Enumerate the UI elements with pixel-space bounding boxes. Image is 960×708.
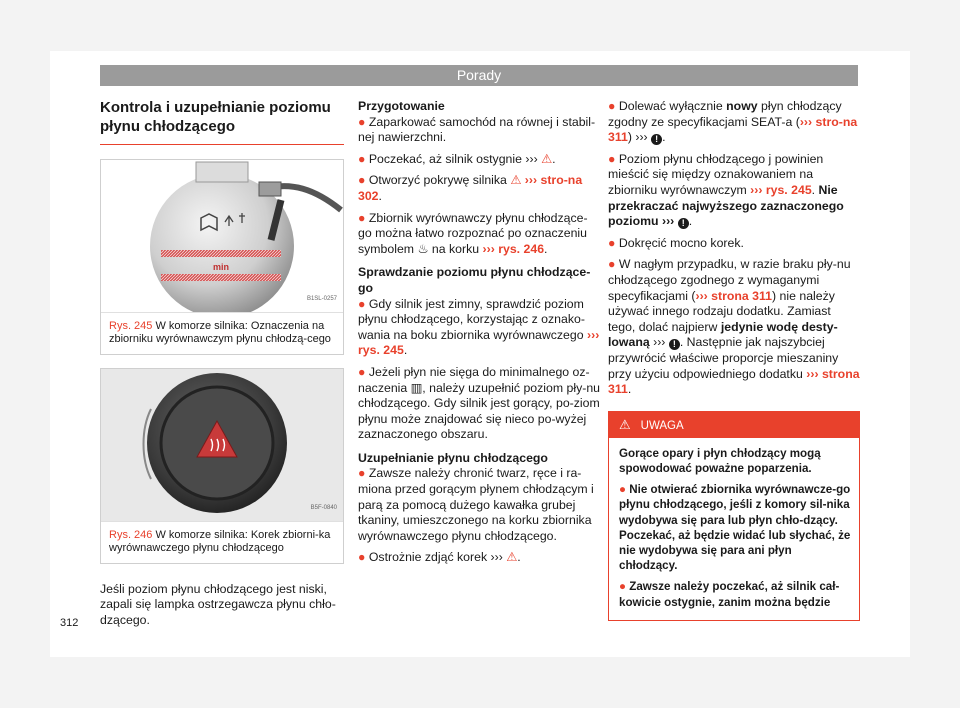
min-label: min bbox=[212, 262, 230, 272]
warning-header: ⚠ UWAGA bbox=[609, 412, 859, 438]
warning-icon: ⚠ bbox=[541, 151, 553, 166]
figure-code: B5F-0840 bbox=[310, 505, 337, 512]
warning-icon: ⚠ bbox=[510, 173, 522, 188]
column-2: Przygotowanie ● Zaparkować samochód na równej i stabil-nej nawierzchni. ● Poczekać, aż silnik ostygnie ››› ⚠. ● Otworzyć pokrywę silnika ⚠ ››› stro-na 302. ● Zbiornik wyrównawczy płynu chłodzące-go można łatwo rozpoznać po oznaczeniu symbolem ♨ na korku ››› rys. 246. Sprawdzanie poziomu płynu chłodzące-go ● Gdy silnik jest zimny, sprawdzić poziom płynu chłodzącego, korzystając z oznako-wania na boku zbiornika wyrównawczego ››› rys. 245. ● Jeżeli płyn nie sięga do minimalnego oz-naczenia ▥, należy uzupełnić poziom pły-nu chłodzącego. Gdy silnik jest gorący, po-ziom płynu może znajdować się nieco po-wyżej zaznaczonego obszaru. Uzupełnianie płynu chłodzącego ● Zawsze należy chronić twarz, ręce i ra-miona przed gorącym płynem chłodzącym i parą za pomocą dużego kawałka grubej tkaniny, umieszczonego na korku zbiornika wyrównawczego płynu chłodzącego. ● Ostrożnie zdjąć korek ››› ⚠. bbox=[358, 99, 600, 565]
figure-ref: Rys. 246 bbox=[109, 528, 153, 541]
link-fig-246[interactable]: ››› rys. 246 bbox=[482, 241, 545, 256]
figure-245 bbox=[100, 159, 344, 355]
figure-246-caption: Rys. 246 W komorze silnika: Korek zbiorni-ka wyrównawczego płynu chłodzącego bbox=[101, 521, 343, 563]
page-title: Kontrola i uzupełnianie poziomu płynu chłodzącego bbox=[100, 99, 331, 135]
title-divider bbox=[100, 144, 344, 145]
section-header: Porady bbox=[100, 65, 858, 86]
heading-preparation: Przygotowanie bbox=[358, 99, 445, 113]
column-3: ● Dolewać wyłącznie nowy płyn chłodzący zgodny ze specyfikacjami SEAT-a (››› stro-na 311) ››› ! . ● Poziom płynu chłodzącego j powinien mieścić się między oznakowaniem na zbiorniku wyrównawczym ››› rys. 245. Nie przekraczać najwyższego zaznaczonego poziomu ››› ! . ● Dokręcić mocno korek. ● W nagłym przypadku, w razie braku pły-nu chłodzącego zgodnego z wymaganymi specyfikacjami (››› strona 311) nie należy używać innego rodzaju dodatku. Zamiast tego, dolać najpierw jedynie wodę desty-lowaną ››› ! . Następnie jak najszybciej przywrócić właściwe proporcje mieszaniny przy użyciu odpowiedniego dodatku ››› strona 311. ⚠ UWAGA Gorące opary i płyn chłodzący mogą spowodować poważne poparzenia. ● Nie otwierać zbiornika wyrównawcze-go płynu chłodzącego, jeśli z komory sil-nika wydobywa się para lub płyn chło-dzący. Poczekać, aż będzie widać lub słychać, że nie wydobywa się para ani płyn chłodzący. ● Zawsze należy poczekać, aż silnik cał-kowicie ostygnie, zanim można będzie bbox=[608, 99, 860, 621]
warning-icon: ⚠ bbox=[506, 550, 518, 565]
figure-246-image bbox=[101, 369, 343, 521]
min-mark-icon: ▥ bbox=[410, 380, 423, 395]
link-page-311[interactable]: ››› strona 311 bbox=[695, 288, 773, 303]
coolant-symbol-icon: ♨ bbox=[417, 241, 429, 256]
figure-246 bbox=[100, 368, 344, 564]
link-page-302[interactable]: ››› stro-na 302 bbox=[358, 173, 583, 203]
link-page-311[interactable]: ››› stro-na 311 bbox=[608, 114, 858, 145]
page-number: 312 bbox=[60, 617, 79, 629]
figure-245-caption: Rys. 245 W komorze silnika: Oznaczenia na zbiorniku wyrównawczym płynu chłodzą-cego bbox=[101, 312, 343, 354]
warning-body: Gorące opary i płyn chłodzący mogą spowodować poważne poparzenia. ● Nie otwierać zbiornika wyrównawcze-go płynu chłodzącego, jeśli z komory sil-nika wydobywa się para lub płyn chło-dzący. Poczekać, aż będzie widać lub słychać, że nie wydobywa się para ani płyn chłodzący. ● Zawsze należy poczekać, aż silnik cał-kowicie ostygnie, zanim można będzie bbox=[619, 446, 851, 609]
link-fig-245[interactable]: ››› rys. 245 bbox=[358, 327, 600, 358]
notice-icon: ! bbox=[678, 218, 689, 229]
figure-code: B1SL-0257 bbox=[306, 296, 337, 303]
notice-icon: ! bbox=[669, 339, 680, 350]
figure-ref: Rys. 245 bbox=[109, 320, 153, 332]
column-1 bbox=[100, 98, 344, 634]
warning-icon: ⚠ bbox=[619, 416, 631, 432]
link-page-311[interactable]: ››› strona 311 bbox=[608, 366, 860, 397]
intro-paragraph: Jeśli poziom płynu chłodzącego jest niski, zapali się lampka ostrzegawcza płynu chło-dzącego. bbox=[100, 581, 336, 627]
warning-box bbox=[608, 411, 860, 621]
heading-check: Sprawdzanie poziomu płynu chłodzące-go bbox=[358, 265, 591, 295]
figure-245-image bbox=[101, 160, 343, 312]
link-fig-245[interactable]: ››› rys. 245 bbox=[750, 182, 812, 197]
heading-fill: Uzupełnianie płynu chłodzącego bbox=[358, 450, 548, 465]
notice-icon: ! bbox=[651, 134, 662, 145]
